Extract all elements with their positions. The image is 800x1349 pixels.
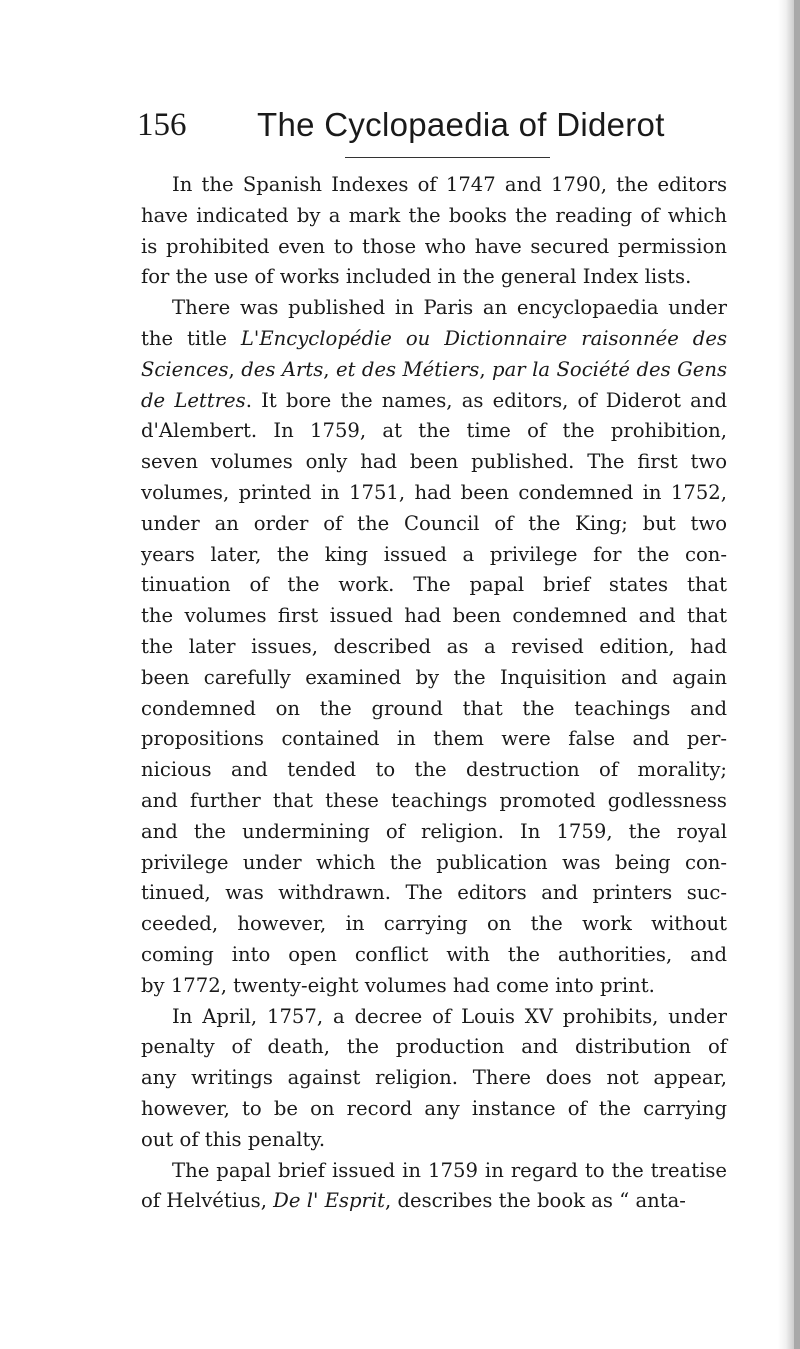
text-run: In April, 1757, a decree of Louis XV prohibits, under bbox=[172, 1004, 727, 1028]
text-run: nicious and tended to the destruction of morality; bbox=[141, 758, 727, 782]
text-run: and the undermining of religion. In 1759, the royal bbox=[141, 819, 727, 843]
text-line bbox=[141, 478, 727, 509]
text-line bbox=[141, 1002, 727, 1033]
italic-text: et des Métiers bbox=[335, 357, 480, 381]
text-line bbox=[141, 786, 727, 817]
text-line bbox=[141, 355, 727, 386]
text-run: of Helvétius, bbox=[141, 1189, 274, 1213]
text-run: by 1772, twenty-eight volumes had come into print. bbox=[141, 973, 655, 997]
text-line bbox=[141, 909, 727, 940]
text-line bbox=[141, 540, 727, 571]
text-run: out of this penalty. bbox=[141, 1127, 326, 1151]
text-run: is prohibited even to those who have secured permission bbox=[141, 234, 727, 258]
italic-text: de Lettres bbox=[141, 388, 246, 412]
text-run: the volumes first issued had been condemned and that bbox=[141, 604, 727, 628]
running-head: The Cyclopaedia of Diderot bbox=[257, 106, 665, 143]
text-line bbox=[141, 971, 727, 1002]
text-run: any writings against religion. There does not appear, bbox=[141, 1066, 727, 1090]
text-run: tinuation of the work. The papal brief states that bbox=[141, 573, 727, 597]
text-line bbox=[141, 940, 727, 971]
text-run: ceeded, however, in carrying on the work without bbox=[141, 912, 727, 936]
body-text bbox=[141, 170, 727, 1217]
header-rule bbox=[345, 157, 550, 158]
text-line bbox=[141, 447, 727, 478]
text-run: penalty of death, the production and distribution of bbox=[141, 1035, 727, 1059]
text-line bbox=[141, 817, 727, 848]
text-run: under an order of the Council of the King; but two bbox=[141, 511, 727, 535]
text-run: propositions contained in them were false and per- bbox=[141, 727, 727, 751]
text-line bbox=[141, 632, 727, 663]
text-line bbox=[141, 848, 727, 879]
text-line bbox=[141, 262, 727, 293]
text-line bbox=[141, 878, 727, 909]
text-run: tinued, was withdrawn. The editors and printers suc- bbox=[141, 881, 727, 905]
text-run: There was published in Paris an encyclopaedia under bbox=[172, 296, 727, 320]
text-run: seven volumes only had been published. The first two bbox=[141, 450, 727, 474]
text-line bbox=[141, 1094, 727, 1125]
text-run: volumes, printed in 1751, had been condemned in 1752, bbox=[141, 480, 727, 504]
text-run: , bbox=[323, 357, 336, 381]
text-line bbox=[141, 755, 727, 786]
text-run: condemned on the ground that the teachings and bbox=[141, 696, 727, 720]
text-line bbox=[141, 1125, 727, 1156]
text-run: coming into open conflict with the authorities, and bbox=[141, 942, 727, 966]
italic-text: L'Encyclopédie ou Dictionnaire raisonnée des bbox=[240, 326, 727, 350]
text-run: , bbox=[228, 357, 242, 381]
text-line bbox=[141, 663, 727, 694]
text-run: . It bore the names, as editors, of Diderot and bbox=[245, 388, 727, 412]
text-line bbox=[141, 1156, 727, 1187]
italic-text: Sciences bbox=[141, 357, 229, 381]
text-run: , describes the book as “ anta- bbox=[385, 1189, 686, 1213]
text-line bbox=[141, 1032, 727, 1063]
text-line bbox=[141, 170, 727, 201]
italic-text: par la Société des Gens bbox=[492, 357, 728, 381]
text-run: d'Alembert. In 1759, at the time of the prohibition, bbox=[141, 419, 727, 443]
text-line bbox=[141, 416, 727, 447]
text-line bbox=[141, 570, 727, 601]
text-run: In the Spanish Indexes of 1747 and 1790, the editors bbox=[172, 173, 727, 196]
text-run: the title bbox=[141, 326, 241, 350]
italic-text: des Arts bbox=[241, 357, 324, 381]
text-run: and further that these teachings promoted godlessness bbox=[141, 788, 727, 812]
text-line bbox=[141, 201, 727, 232]
text-run: however, to be on record any instance of the carrying bbox=[141, 1096, 727, 1120]
text-line bbox=[141, 324, 727, 355]
text-line bbox=[141, 386, 727, 417]
text-run: , bbox=[479, 357, 493, 381]
page-edge-dark bbox=[794, 0, 800, 1349]
text-line bbox=[141, 1063, 727, 1094]
text-run: have indicated by a mark the books the reading of which bbox=[141, 203, 727, 227]
text-line bbox=[141, 601, 727, 632]
text-line bbox=[141, 232, 727, 263]
text-line bbox=[141, 694, 727, 725]
text-line bbox=[141, 293, 727, 324]
text-line bbox=[141, 509, 727, 540]
text-run: been carefully examined by the Inquisition and again bbox=[141, 665, 727, 689]
text-line bbox=[141, 724, 727, 755]
page-number: 156 bbox=[137, 107, 187, 143]
page-header bbox=[137, 105, 717, 155]
text-run: years later, the king issued a privilege for the con- bbox=[141, 542, 727, 566]
text-run: The papal brief issued in 1759 in regard to the treatise bbox=[172, 1158, 727, 1182]
text-run: for the use of works included in the general Index lists. bbox=[141, 265, 692, 289]
italic-text: De l' Esprit bbox=[273, 1189, 385, 1213]
text-line bbox=[141, 1186, 727, 1217]
text-run: privilege under which the publication was being con- bbox=[141, 850, 727, 874]
text-run: the later issues, described as a revised edition, had bbox=[141, 634, 727, 658]
